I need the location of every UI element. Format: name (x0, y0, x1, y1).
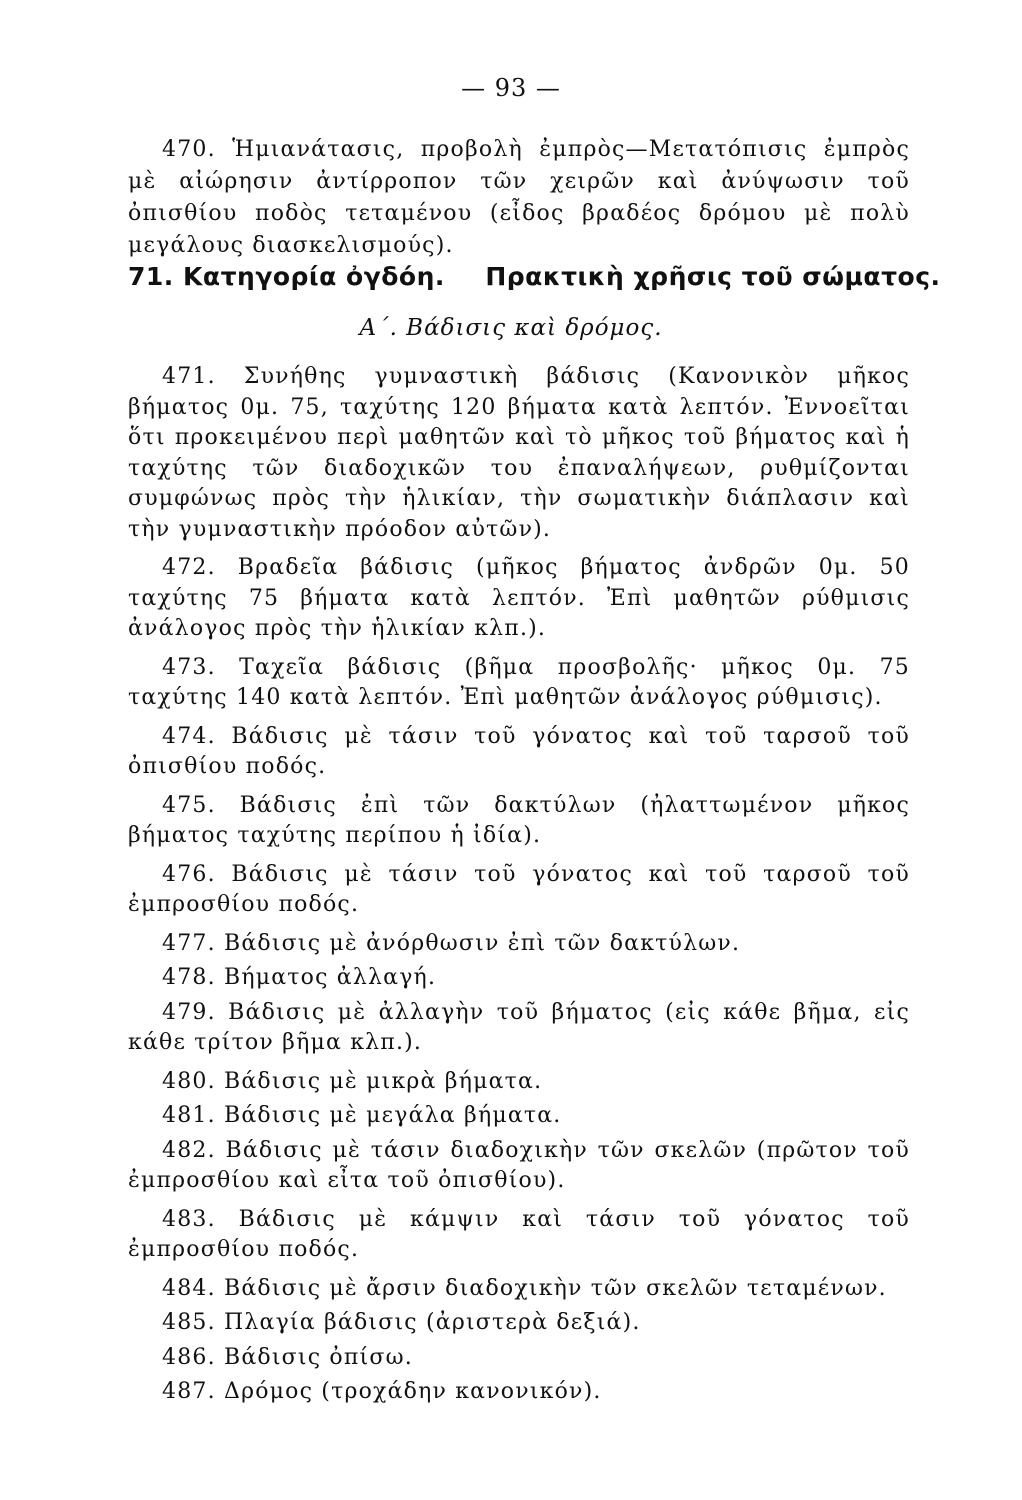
list-item-479: 479. Βάδισις μὲ ἀλλαγὴν τοῦ βήματος (εἰς κάθε βῆμα, εἰς κάθε τρίτον βῆμα κλπ.). (128, 999, 910, 1055)
list-item-480: 480. Βάδισις μὲ μικρὰ βήματα. (162, 1068, 543, 1094)
list-item-484: 484. Βάδισις μὲ ἄρσιν διαδοχικὴν τῶν σκελῶν τεταμένων. (162, 1275, 887, 1301)
list-item-477: 477. Βάδισις μὲ ἀνόρθωσιν ἐπὶ τῶν δακτύλων. (162, 930, 741, 956)
section-category: Κατηγορία ὀγδόη. (183, 262, 445, 291)
list-item-487: 487. Δρόμος (τροχάδην κανονικόν). (162, 1379, 602, 1404)
list-item-486: 486. Βάδισις ὀπίσω. (162, 1344, 413, 1370)
intro-paragraph-block (128, 134, 910, 262)
list-item-485: 485. Πλαγία βάδισις (ἀριστερὰ δεξιά). (162, 1310, 641, 1335)
list-item-474: 474. Βάδισις μὲ τάσιν τοῦ γόνατος καὶ τοῦ ταρσοῦ τοῦ ὀπισθίου ποδός. (128, 723, 910, 779)
section-number: 71. (128, 262, 174, 291)
list-item-482: 482. Βάδισις μὲ τάσιν διαδοχικὴν τῶν σκελῶν (πρῶτον τοῦ ἐμπροσθίου καὶ εἶτα τοῦ ὀπισθίου). (128, 1137, 910, 1193)
list-item-481: 481. Βάδισις μὲ μεγάλα βήματα. (162, 1103, 562, 1128)
list-item-475: 475. Βάδισις ἐπὶ τῶν δακτύλων (ἠλαττωμένον μῆκος βήματος ταχύτης περίπου ἡ ἰδία). (128, 792, 910, 848)
subsection-heading: Α΄. Βάδισις καὶ δρόμος. (359, 315, 663, 341)
list-item-473: 473. Ταχεῖα βάδισις (βῆμα προσβολῆς· μῆκος 0μ. 75 ταχύτης 140 κατὰ λεπτόν. Ἐπὶ μαθητῶν ἀνάλογος ρύθμισις). (128, 654, 910, 710)
list-item-472: 472. Βραδεῖα βάδισις (μῆκος βήματος ἀνδρῶν 0μ. 50 ταχύτης 75 βήματα κατὰ λεπτόν. Ἐπὶ μαθητῶν ρύθμισις ἀνάλογος πρὸς τὴν ἡλικίαν κλπ.). (128, 555, 910, 641)
page-number: — 93 — (461, 74, 561, 102)
paragraph-470: 470. Ἡμιανάτασις, προβολὴ ἐμπρὸς—Μετατόπισις ἐμπρὸς μὲ αἰώρησιν ἀντίρροπον τῶν χειρῶν καὶ ἀνύψωσιν τοῦ ὀπισθίου ποδὸς τεταμένου (εἶδος βραδέος δρόμου μὲ πολὺ μεγάλους διασκελισμούς). (128, 137, 910, 258)
list-item-483: 483. Βάδισις μὲ κάμψιν καὶ τάσιν τοῦ γόνατος τοῦ ἐμπροσθίου ποδός. (128, 1206, 910, 1262)
list-item-476: 476. Βάδισις μὲ τάσιν τοῦ γόνατος καὶ τοῦ ταρσοῦ τοῦ ἐμπροσθίου ποδός. (128, 861, 910, 917)
list-item-471: 471. Συνήθης γυμναστικὴ βάδισις (Κανονικὸν μῆκος βήματος 0μ. 75, ταχύτης 120 βήματα κατὰ λεπτόν. Ἐννοεῖται ὅτι προκειμένου περὶ μαθητῶν καὶ τὸ μῆκος τοῦ βήματος καὶ ἡ ταχύτης τῶν διαδοχικῶν του ἐπαναλήψεων, ρυθμίζονται συμφώνως πρὸς τὴν ἡλικίαν, τὴν σωματικὴν διάπλασιν καὶ τὴν γυμναστικὴν πρόοδον αὐτῶν). (128, 364, 910, 542)
section-title: Πρακτικὴ χρῆσις τοῦ σώματος. (485, 262, 941, 291)
exercise-list (128, 362, 910, 1412)
list-item-478: 478. Βήματος ἀλλαγή. (162, 965, 437, 990)
section-heading (128, 262, 941, 291)
